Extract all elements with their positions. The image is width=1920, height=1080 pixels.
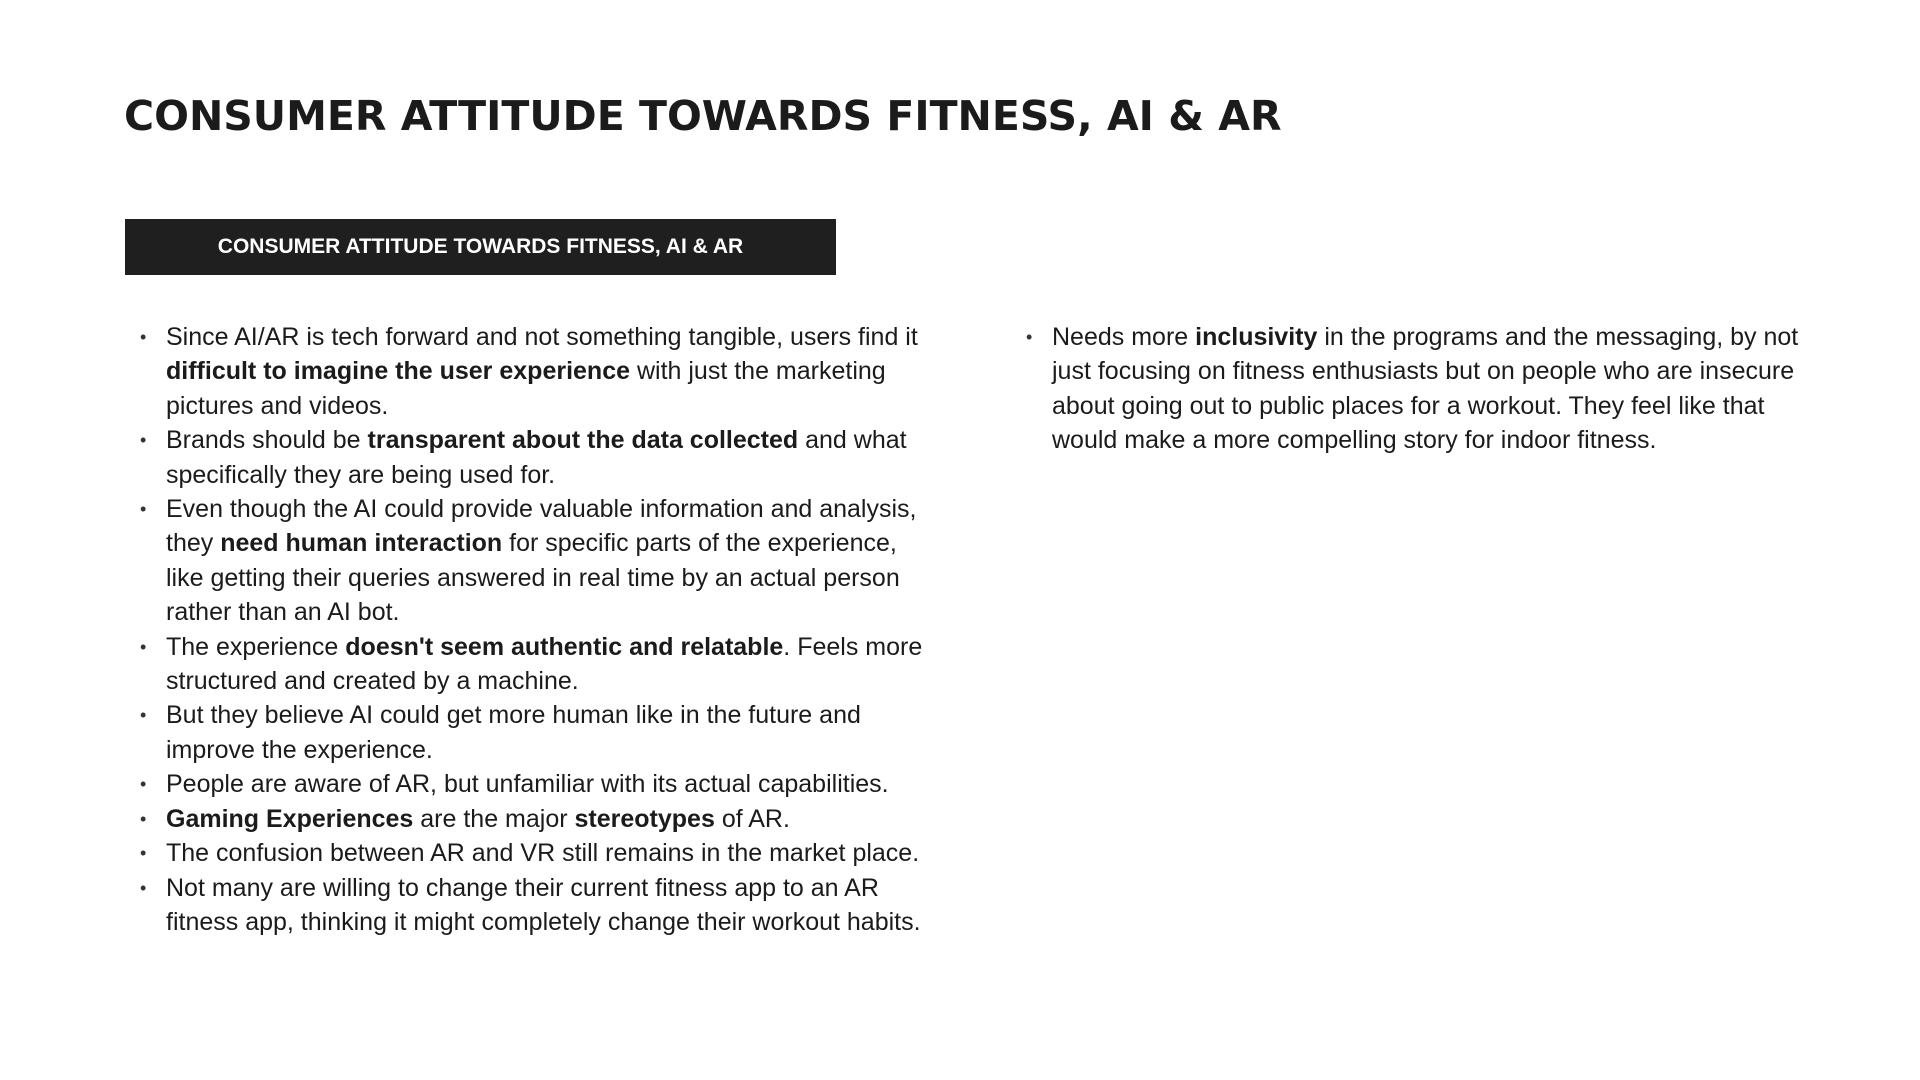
bullet-dot-icon: •	[140, 808, 147, 829]
bullet-emphasis: inclusivity	[1195, 323, 1318, 351]
bullet-text: Brands should be	[166, 426, 368, 455]
bullet-text: of AR.	[714, 804, 790, 833]
bullet-item	[140, 492, 940, 630]
bullet-item	[140, 871, 940, 940]
bullet-text: . Feels more structured and created by a machine.	[166, 632, 923, 696]
bullet-item	[140, 698, 940, 767]
bullet-dot-icon: •	[140, 774, 147, 795]
bullet-text: The experience	[166, 632, 346, 661]
bullet-text: But they believe AI could get more human like in the future and improve the experience.	[166, 701, 861, 764]
bullet-dot-icon: •	[140, 705, 147, 726]
bullet-text: in the programs and the messaging, by not just focusing on fitness enthusiasts but on people who are insecure about going out to public places for a workout. They feel like that would make a more compelling story for indoor fitness.	[1052, 323, 1799, 455]
bullet-text: are the major	[413, 804, 575, 833]
bullet-dot-icon: •	[140, 499, 147, 520]
bullet-text: Even though the AI could provide valuable information and analysis, they	[166, 495, 917, 558]
bullet-emphasis: Gaming Experiences	[166, 804, 414, 833]
bullet-emphasis: difficult to imagine the user experience	[166, 357, 631, 386]
section-banner-label: CONSUMER ATTITUDE TOWARDS FITNESS, AI & AR	[217, 235, 744, 258]
bullet-text: Needs more	[1052, 323, 1196, 351]
bullet-dot-icon: •	[140, 327, 147, 347]
bullet-text: Since AI/AR is tech forward and not something tangible, users find it	[166, 323, 918, 351]
bullet-dot-icon: •	[140, 843, 147, 864]
bullet-dot-icon: •	[1026, 327, 1033, 347]
bullet-dot-icon: •	[140, 636, 147, 657]
page-title: CONSUMER ATTITUDE TOWARDS FITNESS, AI & AR	[124, 92, 1282, 140]
bullet-item	[140, 767, 940, 801]
bullet-item	[140, 320, 940, 423]
bullet-text: with just the marketing pictures and videos.	[166, 357, 886, 420]
bullet-emphasis: stereotypes	[574, 804, 715, 833]
bullet-item	[1026, 320, 1826, 458]
bullet-text: and what specifically they are being used for.	[166, 426, 907, 489]
bullet-text: Not many are willing to change their current fitness app to an AR fitness app, thinking it might completely change their workout habits.	[166, 873, 921, 936]
section-banner	[125, 219, 836, 275]
bullet-emphasis: doesn't seem authentic and relatable	[345, 632, 784, 661]
bullet-item	[140, 802, 940, 836]
bullet-text: for specific parts of the experience, like getting their queries answered in real time by an actual person rather than an AI bot.	[166, 529, 900, 627]
bullet-text: The confusion between AR and VR still remains in the market place.	[166, 839, 920, 868]
bullet-dot-icon: •	[140, 877, 147, 898]
bullet-emphasis: transparent about the data collected	[367, 426, 799, 455]
bullet-dot-icon: •	[140, 430, 147, 451]
bullet-item	[140, 423, 940, 492]
left-bullet-list	[140, 320, 940, 939]
bullet-emphasis: need human interaction	[220, 529, 503, 558]
bullet-item	[140, 836, 940, 870]
bullet-text: People are aware of AR, but unfamiliar with its actual capabilities.	[166, 770, 889, 799]
right-bullet-list	[1026, 320, 1826, 458]
bullet-item	[140, 630, 940, 699]
